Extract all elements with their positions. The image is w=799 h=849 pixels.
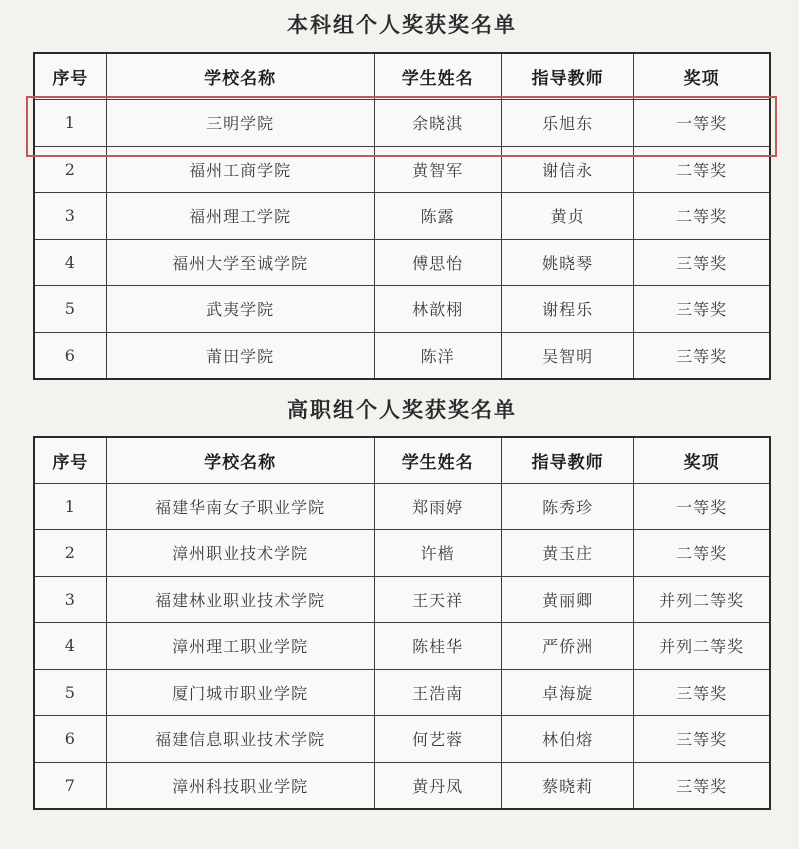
cell-award: 一等奖 <box>634 483 770 530</box>
cell-school: 福州理工学院 <box>106 193 374 240</box>
cell-award: 二等奖 <box>634 193 770 240</box>
cell-award: 并列二等奖 <box>634 576 770 623</box>
cell-teacher: 谢信永 <box>501 146 633 193</box>
cell-student: 王天祥 <box>374 576 501 623</box>
cell-school: 厦门城市职业学院 <box>106 669 374 716</box>
cell-serial: 5 <box>34 286 106 333</box>
cell-award: 三等奖 <box>634 239 770 286</box>
cell-teacher: 乐旭东 <box>501 100 633 147</box>
cell-student: 陈桂华 <box>374 623 501 670</box>
table-row <box>34 530 770 577</box>
header-cell-student: 学生姓名 <box>374 437 501 484</box>
undergraduate-award-section <box>33 9 771 380</box>
cell-student: 许楷 <box>374 530 501 577</box>
header-cell-teacher: 指导教师 <box>501 437 633 484</box>
header-cell-teacher: 指导教师 <box>501 53 633 100</box>
cell-teacher: 黄贞 <box>501 193 633 240</box>
cell-teacher: 姚晓琴 <box>501 239 633 286</box>
cell-teacher: 严侨洲 <box>501 623 633 670</box>
cell-student: 黄丹凤 <box>374 762 501 809</box>
cell-award: 三等奖 <box>634 669 770 716</box>
header-cell-serial: 序号 <box>34 53 106 100</box>
undergraduate-table-title: 本科组个人奖获奖名单 <box>287 12 517 37</box>
cell-teacher: 黄丽卿 <box>501 576 633 623</box>
vocational-table-title: 高职组个人奖获奖名单 <box>287 396 517 422</box>
table-row <box>34 762 770 809</box>
undergraduate-table-wrap <box>33 52 771 380</box>
undergraduate-award-table <box>33 52 771 380</box>
header-cell-award: 奖项 <box>634 53 770 100</box>
cell-teacher: 陈秀珍 <box>501 483 633 530</box>
table-row <box>34 146 770 193</box>
cell-student: 陈洋 <box>374 332 501 379</box>
cell-student: 何艺蓉 <box>374 716 501 763</box>
cell-student: 王浩南 <box>374 669 501 716</box>
header-cell-school: 学校名称 <box>106 53 374 100</box>
table-row <box>34 332 770 379</box>
header-cell-serial: 序号 <box>34 437 106 484</box>
cell-award: 二等奖 <box>634 530 770 577</box>
cell-award: 一等奖 <box>634 100 770 147</box>
cell-serial: 6 <box>34 332 106 379</box>
table-row <box>34 716 770 763</box>
cell-award: 三等奖 <box>634 286 770 333</box>
cell-school: 福州工商学院 <box>106 146 374 193</box>
cell-teacher: 卓海旋 <box>501 669 633 716</box>
cell-student: 傅思怡 <box>374 239 501 286</box>
table-row <box>34 100 770 147</box>
cell-award: 三等奖 <box>634 332 770 379</box>
cell-serial: 5 <box>34 669 106 716</box>
cell-award: 三等奖 <box>634 716 770 763</box>
cell-school: 福建华南女子职业学院 <box>106 483 374 530</box>
table-row <box>34 193 770 240</box>
cell-school: 福建林业职业技术学院 <box>106 576 374 623</box>
cell-school: 福州大学至诚学院 <box>106 239 374 286</box>
vocational-award-section <box>33 394 771 810</box>
table-row <box>34 286 770 333</box>
cell-award: 三等奖 <box>634 762 770 809</box>
cell-student: 林歆栩 <box>374 286 501 333</box>
cell-teacher: 蔡晓莉 <box>501 762 633 809</box>
cell-serial: 3 <box>34 193 106 240</box>
cell-school: 莆田学院 <box>106 332 374 379</box>
table-row <box>34 483 770 530</box>
cell-school: 武夷学院 <box>106 286 374 333</box>
header-row <box>34 437 770 484</box>
cell-serial: 1 <box>34 100 106 147</box>
cell-serial: 6 <box>34 716 106 763</box>
header-cell-award: 奖项 <box>634 437 770 484</box>
vocational-award-table <box>33 436 771 810</box>
cell-student: 黄智军 <box>374 146 501 193</box>
table-row <box>34 623 770 670</box>
header-cell-school: 学校名称 <box>106 437 374 484</box>
header-row <box>34 53 770 100</box>
table-row <box>34 576 770 623</box>
cell-serial: 4 <box>34 239 106 286</box>
header-cell-student: 学生姓名 <box>374 53 501 100</box>
table-row <box>34 239 770 286</box>
cell-teacher: 谢程乐 <box>501 286 633 333</box>
cell-student: 余晓淇 <box>374 100 501 147</box>
cell-school: 漳州科技职业学院 <box>106 762 374 809</box>
cell-student: 郑雨婷 <box>374 483 501 530</box>
cell-school: 福建信息职业技术学院 <box>106 716 374 763</box>
cell-serial: 1 <box>34 483 106 530</box>
cell-serial: 4 <box>34 623 106 670</box>
vocational-table-wrap <box>33 436 771 810</box>
cell-award: 二等奖 <box>634 146 770 193</box>
cell-award: 并列二等奖 <box>634 623 770 670</box>
cell-serial: 3 <box>34 576 106 623</box>
cell-student: 陈露 <box>374 193 501 240</box>
cell-teacher: 吴智明 <box>501 332 633 379</box>
table-row <box>34 669 770 716</box>
cell-teacher: 黄玉庄 <box>501 530 633 577</box>
cell-serial: 7 <box>34 762 106 809</box>
cell-school: 漳州职业技术学院 <box>106 530 374 577</box>
cell-serial: 2 <box>34 146 106 193</box>
cell-school: 漳州理工职业学院 <box>106 623 374 670</box>
cell-school: 三明学院 <box>106 100 374 147</box>
cell-serial: 2 <box>34 530 106 577</box>
cell-teacher: 林伯熔 <box>501 716 633 763</box>
